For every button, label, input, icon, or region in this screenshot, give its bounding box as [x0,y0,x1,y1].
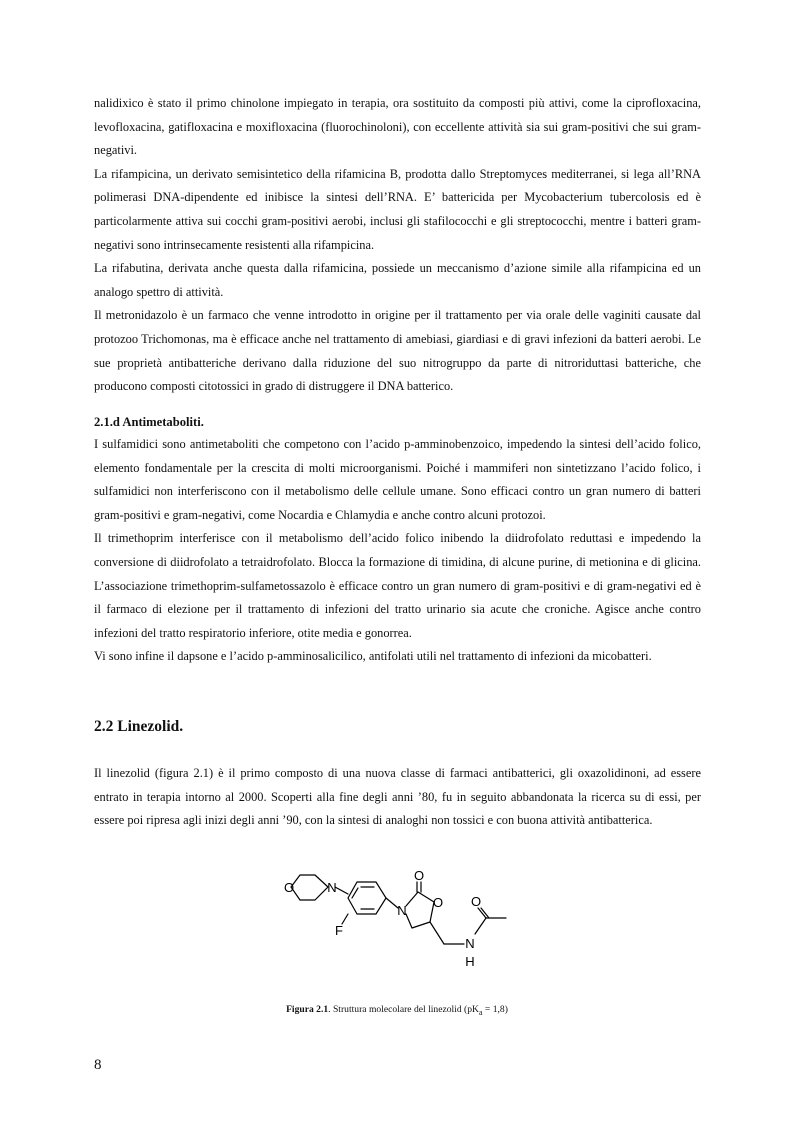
paragraph: Il metronidazolo è un farmaco che venne introdotto in origine per il trattamento per via orale delle vaginiti causate dal protozoo Trichomonas, ma è efficace anche nel trattamento di amebiasi, giardiasi e di gravi infezioni da batteri aerobi. Le sue proprietà antibatteriche derivano dalla riduzione del suo nitrogruppo da parte di nitroriduttasi batteriche, che producono composti citotossici in grado di distruggere il DNA batterico. [94,308,701,394]
figure-caption-label: Figura 2.1 [286,1004,329,1015]
atom-label: O [283,880,295,895]
atom-label: N [397,903,407,918]
linezolid-text [94,762,701,833]
paragraph: La rifabutina, derivata anche questa dalla rifamicina, possiede un meccanismo d’azione simile alla rifampicina ed un analogo spettro di attività. [94,261,701,299]
figure-caption-text: . Struttura molecolare del linezolid (pK [328,1004,479,1015]
section-heading-antimetaboliti: 2.1.d Antimetaboliti. [94,415,204,429]
atom-label: O [432,895,444,910]
figure-caption [0,1004,794,1017]
atom-label: H [465,954,475,969]
paragraph: Il trimethoprim interferisce con il metabolismo dell’acido folico inibendo la diidrofolato reduttasi e impedendo la conversione di diidrofolato a tetraidrofolato. Blocca la formazione di timidina, di alcune purine, di metionina e di glicina. L’associazione trimethoprim-sulfametossazolo è efficace contro un gran numero di gram-positivi e di gram-negativi ed è il farmaco di elezione per il trattamento di infezioni del tratto urinario sia acute che croniche. Agisce anche contro infezioni del tratto respiratorio inferiore, otite media e gonorrea. [94,531,701,640]
paragraph: Il linezolid (figura 2.1) è il primo composto di una nuova classe di farmaci antibatterici, gli oxazolidinoni, ad essere entrato in terapia intorno al 2000. Scoperti alla fine degli anni ’80, fu in seguito abbandonata la ricerca su di essi, per essere poi ripresa agli inizi degli anni ’90, con la sintesi di analoghi non tossici e con buona attività antibatterica. [94,766,701,828]
bond [475,918,486,934]
paragraph: La rifampicina, un derivato semisintetico della rifamicina B, prodotta dallo Streptomyces mediterranei, si lega all’RNA polimerasi DNA-dipendente ed inibisce la sintesi dell’RNA. E’ battericida per Mycobacterium tubercolosis ed è particolarmente attiva sui cocchi gram-positivi aerobi, inclusi gli stafilococchi e gli streptococchi, mentre i batteri gram-negativi sono intrinsecamente resistenti alla rifampicina. [94,166,701,252]
bond [430,922,444,944]
antimetaboliti-text [94,433,701,669]
paragraph: I sulfamidici sono antimetaboliti che competono con l’acido p-amminobenzoico, impedendo la sintesi dell’acido folico, elemento fondamentale per la crescita di molti microorganismi. Poiché i mammiferi non sintetizzano l’acido folico, i sulfamidici non interferiscono con il metabolismo delle cellule umane. Sono efficaci contro un gran numero di batteri gram-positivi e gram-negativi, come Nocardia e Chlamydia e anche contro alcuni protozoi. [94,437,701,522]
atom-label: O [470,894,482,909]
paragraph: Vi sono infine il dapsone e l’acido p-amminosalicilico, antifolati utili nel trattamento di infezioni da micobatteri. [94,649,652,664]
atom-label: O [413,868,425,883]
linezolid-structure-figure [270,862,530,980]
atom-label: N [327,880,337,895]
paragraph: nalidixico è stato il primo chinolone impiegato in terapia, ora sostituito da composti più attivi, come la ciprofloxacina, levofloxacina, gatifloxacina e moxifloxacina (fluorochinoloni), con eccellente attività sia sui gram-positivi che sui gram-negativi. [94,96,701,158]
atom-label: N [465,936,475,951]
bond [335,887,348,894]
atom-label: F [335,923,343,938]
figure-caption-subscript: a [478,1007,483,1017]
intro-text [94,92,701,399]
section-heading-linezolid: 2.2 Linezolid. [94,718,184,735]
page-number: 8 [94,1057,102,1073]
bond [386,898,398,908]
figure-caption-tail: = 1,8) [482,1004,508,1015]
morpholine-ring [291,875,328,900]
